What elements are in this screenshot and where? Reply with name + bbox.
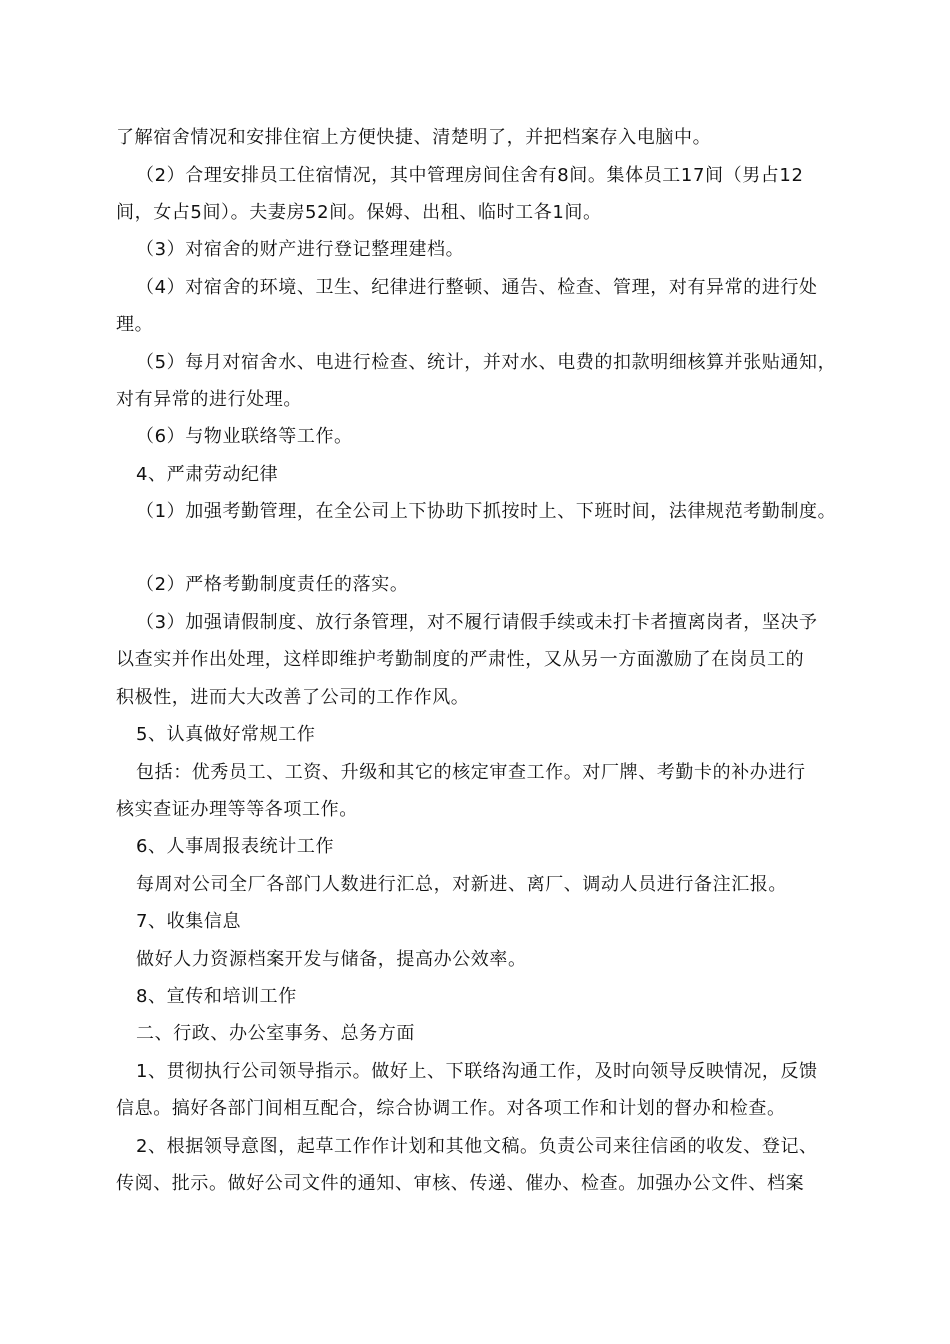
text-line: （3）加强请假制度、放行条管理，对不履行请假手续或未打卡者擅离岗者，坚决予	[136, 612, 818, 633]
text-line: 理。	[116, 314, 154, 335]
text-line: 积极性，进而大大改善了公司的工作作风。	[116, 687, 470, 708]
text-line: 传阅、批示。做好公司文件的通知、审核、传递、催办、检查。加强办公文件、档案	[116, 1173, 805, 1194]
text-line: 1、贯彻执行公司领导指示。做好上、下联络沟通工作，及时向领导反映情况，反馈	[136, 1061, 818, 1082]
text-line: 核实查证办理等等各项工作。	[116, 799, 358, 820]
text-line: 每周对公司全厂各部门人数进行汇总，对新进、离厂、调动人员进行备注汇报。	[136, 874, 787, 895]
section-heading: 7、收集信息	[136, 911, 242, 932]
text-line: （2）严格考勤制度责任的落实。	[136, 574, 409, 595]
section-heading: 二、行政、办公室事务、总务方面	[136, 1023, 415, 1044]
text-line: 信息。搞好各部门间相互配合，综合协调工作。对各项工作和计划的督办和检查。	[116, 1098, 786, 1119]
text-line: 2、根据领导意图，起草工作作计划和其他文稿。负责公司来往信函的收发、登记、	[136, 1136, 818, 1157]
text-line: （3）对宿舍的财产进行登记整理建档。	[136, 239, 465, 260]
text-line: 了解宿舍情况和安排住宿上方便快捷、清楚明了，并把档案存入电脑中。	[116, 127, 712, 148]
text-line: 以查实并作出处理，这样即维护考勤制度的严肃性，又从另一方面激励了在岗员工的	[116, 649, 805, 670]
text-line: （6）与物业联络等工作。	[136, 426, 353, 447]
text-line: （5）每月对宿舍水、电进行检查、统计，并对水、电费的扣款明细核算并张贴通知，	[136, 352, 837, 373]
text-line: 间，女占5间）。夫妻房52间。保姆、出租、临时工各1间。	[116, 202, 602, 223]
section-heading: 5、认真做好常规工作	[136, 724, 316, 745]
section-heading: 4、严肃劳动纪律	[136, 464, 279, 485]
text-line: （2）合理安排员工住宿情况，其中管理房间住舍有8间。集体员工17间（男占12	[136, 165, 804, 186]
text-line: 做好人力资源档案开发与储备，提高办公效率。	[136, 949, 527, 970]
text-line: 包括：优秀员工、工资、升级和其它的核定审查工作。对厂牌、考勤卡的补办进行	[136, 762, 806, 783]
text-line: 对有异常的进行处理。	[116, 389, 302, 410]
section-heading: 6、人事周报表统计工作	[136, 836, 335, 857]
text-line: （4）对宿舍的环境、卫生、纪律进行整顿、通告、检查、管理，对有异常的进行处	[136, 277, 818, 298]
text-line: （1）加强考勤管理，在全公司上下协助下抓按时上、下班时间，法律规范考勤制度。	[136, 501, 837, 522]
section-heading: 8、宣传和培训工作	[136, 986, 297, 1007]
